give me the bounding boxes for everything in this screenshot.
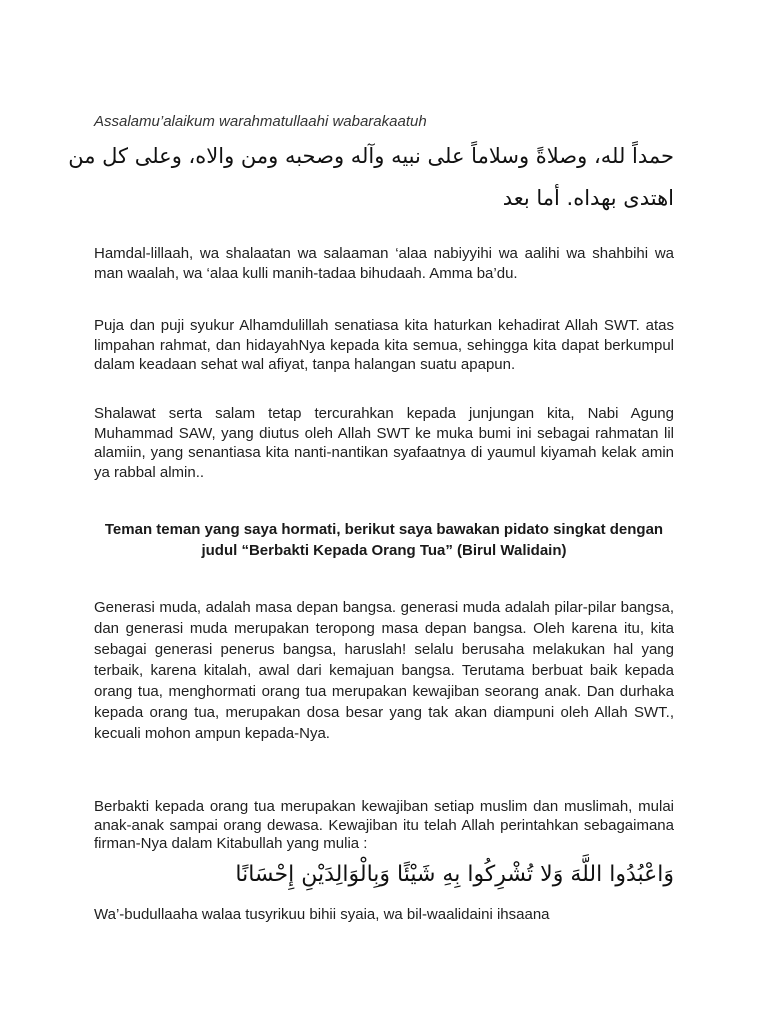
hamdalah-paragraph: Hamdal-lillaah, wa shalaatan wa salaaman ‘alaa nabiyyihi wa aalihi wa shahbihi wa man waalah, wa ‘alaa kulli manih-tadaa bihudaah. Amma ba’du.	[94, 245, 674, 282]
generasi-paragraph: Generasi muda, adalah masa depan bangsa. generasi muda adalah pilar-pilar bangsa, dan generasi muda merupakan teropong masa depan bangsa. Oleh karena itu, kita sebagai generasi penerus bangsa, haruslah! selalu berusaha melakukan hal yang terbaik, karena kitalah, awal dari kemajuan bangsa. Terutama berbuat baik kepada orang tua, menghormati orang tua merupakan kewajiban seorang anak. Dan durhaka kepada orang tua, merupakan dosa besar yang tak akan diampuni oleh Allah SWT., kecuali mohon ampun kepada-Nya.	[94, 599, 674, 742]
berbakti-paragraph: Berbakti kepada orang tua merupakan kewajiban setiap muslim dan muslimah, mulai anak-anak sampai orang dewasa. Kewajiban itu telah Allah perintahkan sebagaimana firman-Nya dalam Kitabullah yang mulia :	[94, 798, 674, 852]
speech-title-heading: Teman teman yang saya hormati, berikut saya bawakan pidato singkat dengan judul “Berbakti Kepada Orang Tua” (Birul Walidain)	[104, 521, 664, 559]
opening-arabic-line-1: حمداً لله، وصلاةً وسلاماً على نبيه وآله وصحبه ومن والاه، وعلى كل من	[68, 144, 674, 168]
verse-transliteration: Wa’-budullaaha walaa tusyrikuu bihii syaia, wa bil-waalidaini ihsaana	[94, 906, 550, 923]
greeting-text: Assalamu’alaikum warahmatullaahi wabarakaatuh	[94, 113, 427, 130]
puja-paragraph: Puja dan puji syukur Alhamdulillah senatiasa kita haturkan kehadirat Allah SWT. atas limpahan rahmat, dan hidayahNya kepada kita semua, sehingga kita dapat berkumpul dalam keadaan sehat wal afiyat, tanpa halangan suatu apapun.	[94, 317, 674, 373]
shalawat-paragraph: Shalawat serta salam tetap tercurahkan kepada junjungan kita, Nabi Agung Muhammad SAW, yang diutus oleh Allah SWT ke muka bumi ini sebagai rahmatan lil alamiin, yang senantiasa kita nanti-nantikan syafaatnya di yaumul kiyamah kelak amin ya rabbal almin..	[94, 405, 674, 481]
verse-arabic: وَاعْبُدُوا اللَّهَ وَلا تُشْرِكُوا بِهِ شَيْئًا وَبِالْوَالِدَيْنِ إِحْسَانًا	[235, 862, 674, 887]
opening-arabic-line-2: اهتدى بهداه. أما بعد	[502, 186, 674, 210]
